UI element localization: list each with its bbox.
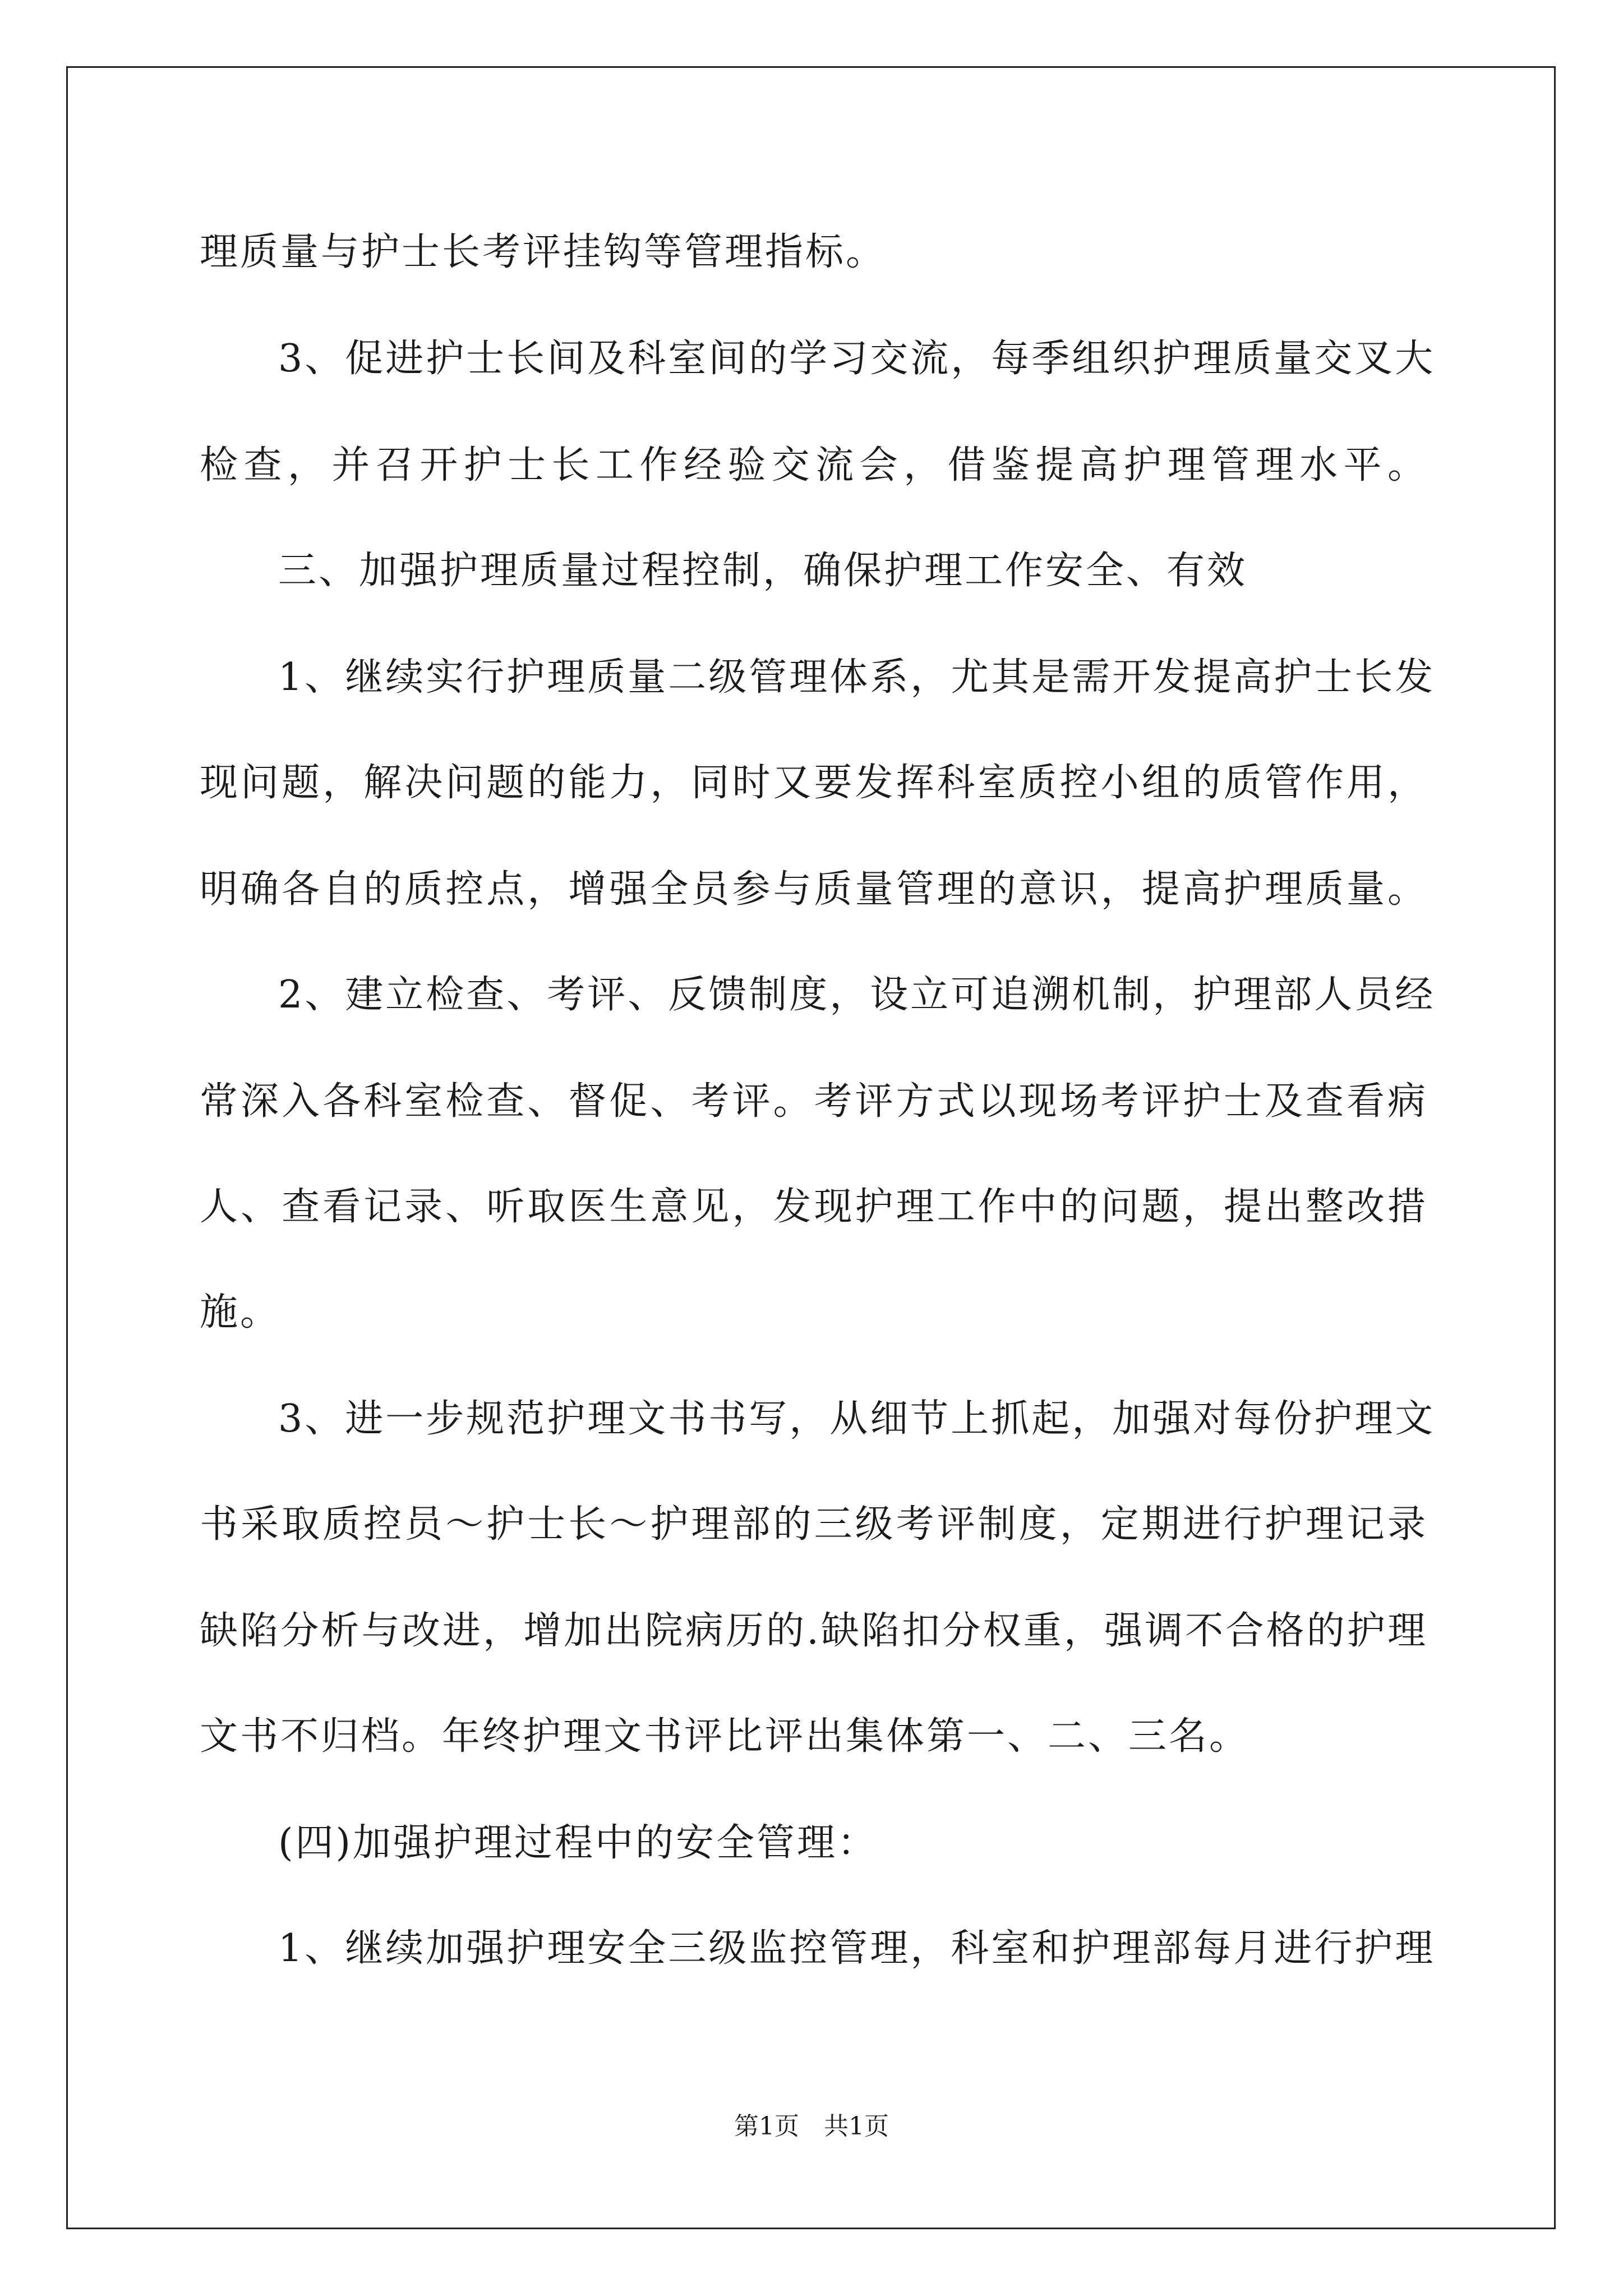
text-line: 1、继续实行护理质量二级管理体系，尤其是需开发提高护士长发 xyxy=(278,655,1436,700)
text-line: 理质量与护士长考评挂钩等管理指标。 xyxy=(200,230,887,274)
text-line: 人、查看记录、听取医生意见，发现护理工作中的问题，提出整改措 xyxy=(200,1185,1428,1229)
text-line: 施。 xyxy=(200,1290,281,1335)
text-line: 现问题，解决问题的能力，同时又要发挥科室质控小组的质管作用， xyxy=(200,761,1428,805)
text-line: 明确各自的质控点，增强全员参与质量管理的意识，提高护理质量。 xyxy=(200,867,1428,912)
text-line: 书采取质控员～护士长～护理部的三级考评制度，定期进行护理记录 xyxy=(200,1502,1428,1547)
text-line: 3、促进护士长间及科室间的学习交流，每季组织护理质量交叉大 xyxy=(278,337,1436,381)
page-border xyxy=(66,66,1556,2229)
text-line: 文书不归档。年终护理文书评比评出集体第一、二、三名。 xyxy=(200,1714,1250,1759)
text-line: 1、继续加强护理安全三级监控管理，科室和护理部每月进行护理 xyxy=(278,1926,1436,1971)
text-line: 常深入各科室检查、督促、考评。考评方式以现场考评护士及查看病 xyxy=(200,1079,1428,1124)
page-footer: 第1页 共1页 xyxy=(734,2112,889,2141)
section-heading: (四)加强护理过程中的安全管理： xyxy=(278,1821,878,1865)
text-line: 缺陷分析与改进，增加出院病历的.缺陷扣分权重，强调不合格的护理 xyxy=(200,1609,1428,1653)
text-line: 2、建立检查、考评、反馈制度，设立可追溯机制，护理部人员经 xyxy=(278,973,1436,1017)
text-line: 检查，并召开护士长工作经验交流会，借鉴提高护理管理水平。 xyxy=(200,443,1428,487)
section-heading: 三、加强护理质量过程控制，确保护理工作安全、有效 xyxy=(278,549,1248,593)
text-line: 3、进一步规范护理文书书写，从细节上抓起，加强对每份护理文 xyxy=(278,1397,1436,1441)
